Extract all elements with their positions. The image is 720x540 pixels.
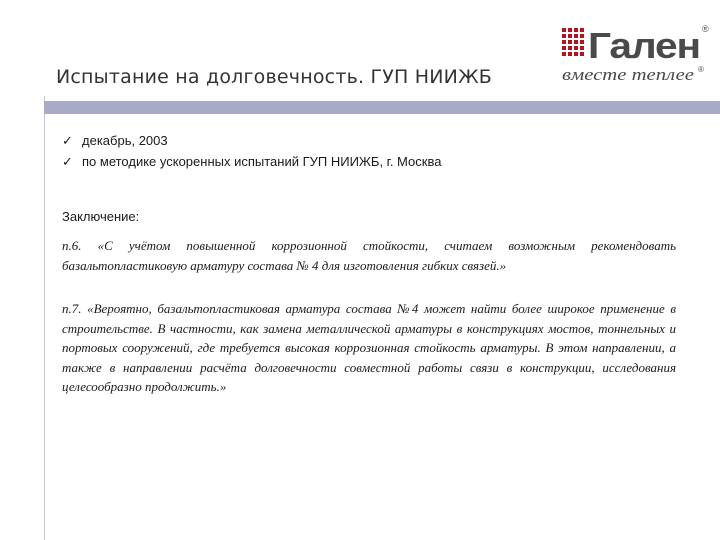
bullet-item — [62, 130, 682, 151]
bullet-list — [62, 130, 682, 172]
bullet-item — [62, 151, 682, 172]
header-band — [44, 101, 720, 114]
conclusion-label: Заключение: — [62, 209, 140, 224]
logo-brand-text: Гален — [588, 25, 700, 66]
logo-registered-mark: ® — [702, 24, 709, 34]
left-rule — [44, 96, 45, 540]
page-title: Испытание на долговечность. ГУП НИИЖБ — [56, 66, 492, 88]
checkmark-icon: ✓ — [62, 154, 73, 169]
conclusion-paragraph-7: п.7. «Вероятно, базальтопластиковая арматура состава №4 может найти более широкое применение в строительстве. В частности, как замена металлической арматуры в конструкциях мостов, тоннельных и портовых сооружений, где требуется высокая коррозионная стойкость арматуры. В этом направлении, а также в направлении расчёта долговечности совместной работы связи в конструкции, исследования целесообразно продолжить.» — [62, 301, 676, 395]
logo-dot-grid-icon — [562, 28, 584, 56]
conclusion-paragraph-6: п.6. «С учётом повышенной коррозионной стойкости, считаем возможным рекомендовать базальтопластиковую арматуру состава № 4 для изготовления гибких связей.» — [62, 238, 676, 273]
logo-tagline-text: вместе теплее — [562, 65, 695, 84]
bullet-text: декабрь, 2003 — [82, 133, 168, 148]
logo-tagline-registered-mark: ® — [698, 65, 704, 74]
galen-logo — [556, 18, 716, 98]
bullet-text: по методике ускоренных испытаний ГУП НИИЖБ, г. Москва — [82, 154, 442, 169]
checkmark-icon: ✓ — [62, 133, 73, 148]
